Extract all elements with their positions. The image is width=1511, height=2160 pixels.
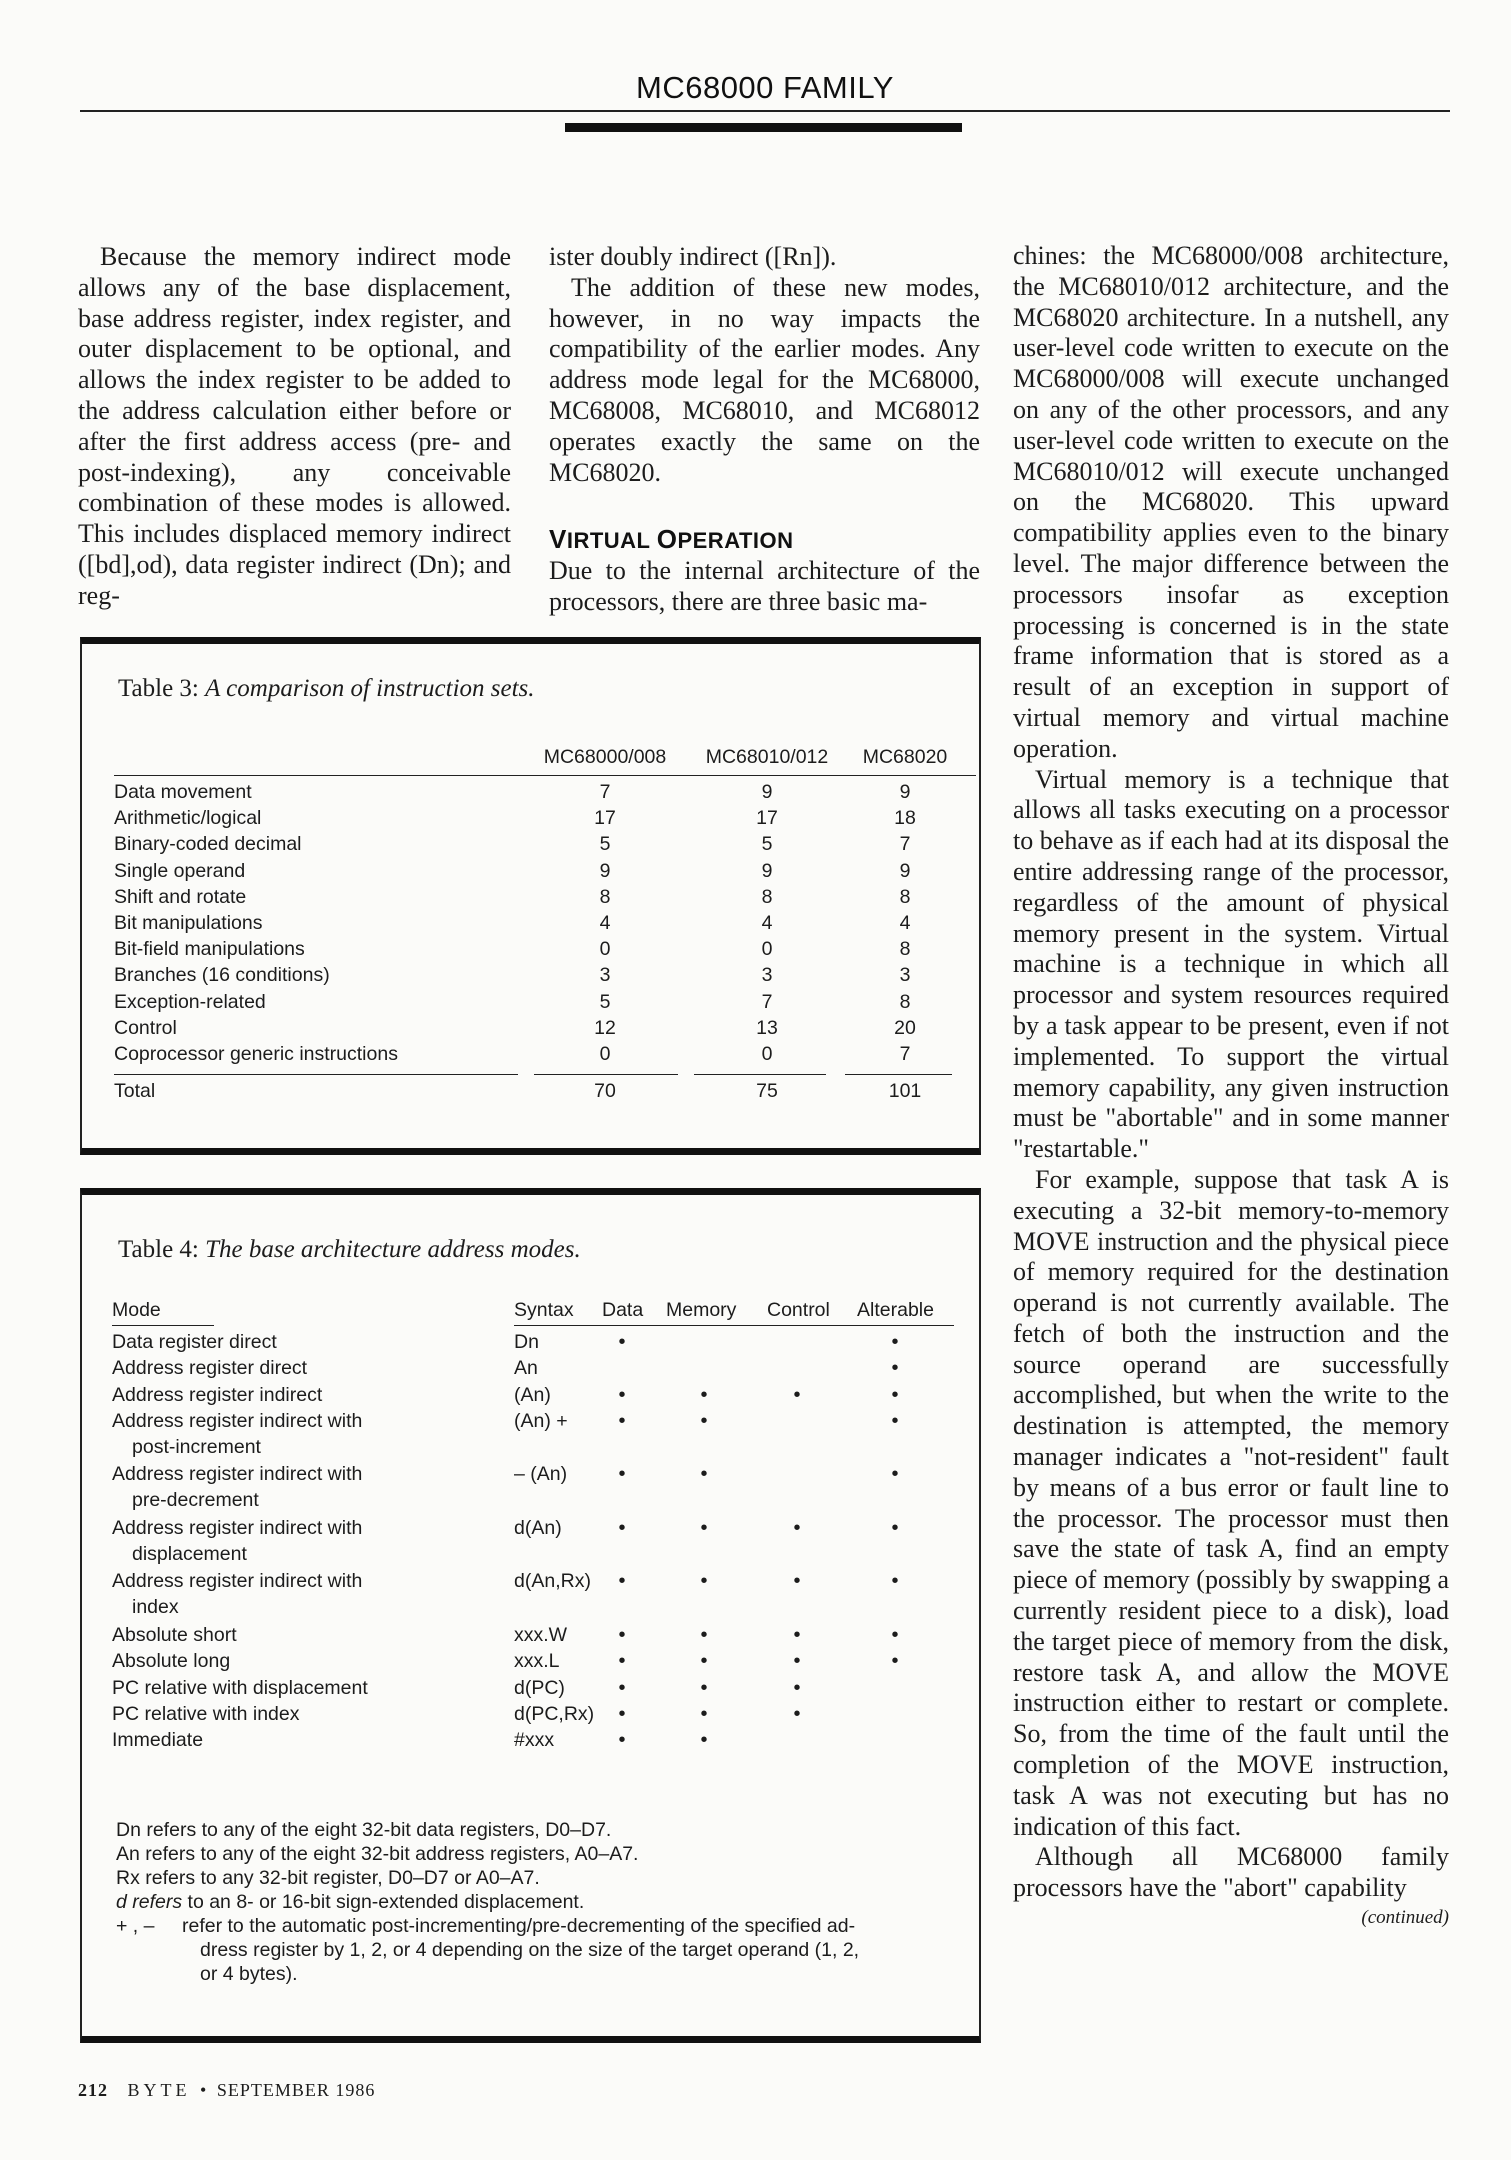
running-header: MC68000 FAMILY	[636, 70, 894, 105]
table3-rule	[534, 1074, 678, 1075]
section-heading-virtual-operation	[549, 524, 980, 556]
table4-mark-alterable: •	[891, 1570, 899, 1593]
table4-mark-memory: •	[700, 1676, 708, 1699]
table3-cell: 12	[594, 1016, 616, 1039]
table3-grid	[82, 644, 979, 1148]
note-pm-line2: dress register by 1, 2, or 4 depending on the size of the target operand (1, 2,	[200, 1939, 860, 1961]
table4-mark-control: •	[793, 1570, 801, 1593]
note-pm-line1: refer to the automatic post-incrementing/pre-decrementing of the specified ad-	[182, 1915, 856, 1937]
table4-note-pm-2	[82, 1939, 979, 1965]
table4-col-header-data: Data	[602, 1299, 644, 1321]
heading-rest-2: PERATION	[677, 528, 794, 554]
footer-publication: BYTE	[127, 2080, 191, 2100]
table3-row	[82, 860, 979, 886]
continued-note: (continued)	[1361, 1907, 1449, 1929]
col3-paragraph-3: For example, suppose that task A is executing a 32-bit memory-to-memory MOVE instruction and the physical piece of memory required for the destination operand is not currently available. The fetch of both the instruction and the source operand are successfully accomplished, but when the write to the destination is attempted, the memory manager indicates a "not-resident" fault by means of a bus error or fault line to the processor. The processor must then save the state of task A, find an empty piece of memory (possibly by swapping a currently resident piece to a disk), load the target piece of memory from the disk, restore task A, and allow the MOVE instruction either to restart or complete. So, from the time of the fault until the completion of the MOVE instruction, task A was not executing but has no indication of this fact.	[1013, 1164, 1449, 1841]
table3-cell: 9	[761, 781, 773, 803]
table3-row	[82, 991, 979, 1017]
footer-date: SEPTEMBER 1986	[216, 2080, 376, 2100]
table4-row	[82, 1409, 979, 1458]
table4-col-header-mode: Mode	[112, 1299, 161, 1321]
note-pm-line3: or 4 bytes).	[200, 1963, 298, 1985]
table4-mode: Absolute long	[112, 1650, 231, 1673]
table3-row-label: Branches (16 conditions)	[114, 964, 330, 987]
table4-mark-data: •	[618, 1331, 626, 1353]
table3-row	[82, 938, 979, 964]
table4-mark-alterable: •	[891, 1650, 899, 1673]
note-dn-text: Dn refers to any of the eight 32-bit data registers, D0–D7.	[116, 1819, 612, 1841]
table4-mode: Address register indirect with	[112, 1516, 363, 1539]
table4-row	[82, 1516, 979, 1565]
table4-mark-data: •	[618, 1702, 626, 1725]
table3-cell: 9	[599, 859, 611, 882]
col2-paragraph-3: Due to the internal architecture of the processors, there are three basic ma-	[549, 556, 980, 617]
table3-cell: 17	[756, 807, 778, 830]
table4-mark-memory: •	[700, 1409, 708, 1432]
table4-mode-continued: pre-decrement	[132, 1489, 259, 1512]
col3-paragraph-4: Although all MC68000 family processors have the "abort" capability	[1013, 1842, 1449, 1903]
table4-row	[82, 1463, 979, 1512]
table4-mark-alterable: •	[891, 1357, 899, 1380]
table4-mark-control: •	[793, 1623, 801, 1646]
table4-mode: Data register direct	[112, 1331, 277, 1353]
table4-mode: Address register direct	[112, 1357, 308, 1380]
table4-row	[82, 1331, 979, 1357]
table4-syntax: (An) +	[514, 1409, 568, 1432]
table4-col-header-control: Control	[767, 1299, 830, 1321]
table4-mode: Absolute short	[112, 1623, 237, 1646]
table4-row	[82, 1650, 979, 1676]
table4-mode-continued: index	[132, 1596, 179, 1619]
col1-paragraph: Because the memory indirect mode allows any of the base displacement, base address register, index register, and outer displacement to be optional, and allows the index register to be added to the address calculation either before or after the first address access (pre- and post-indexing), any conceivable combination of these modes is allowed. This includes displaced memory indirect ([bd],od), data register indirect (Dn); and reg-	[78, 242, 511, 610]
table4-mode-continued: post-increment	[132, 1435, 261, 1458]
table4-mark-data: •	[618, 1650, 626, 1673]
table4-mark-memory: •	[700, 1650, 708, 1673]
table3-cell: 3	[761, 964, 773, 987]
table3-cell: 9	[899, 781, 911, 803]
table4-syntax: (An)	[514, 1383, 551, 1406]
note-d-term: d refers	[116, 1891, 183, 1913]
note-rx-text: Rx refers to any 32-bit register, D0–D7 or A0–A7.	[116, 1867, 540, 1889]
table3-cell: 8	[899, 990, 911, 1013]
heading-initial-o: O	[656, 524, 678, 555]
table-4	[80, 1188, 981, 2043]
table3-total-value: 101	[888, 1080, 922, 1102]
table4-mark-alterable: •	[891, 1463, 899, 1486]
table4-mark-alterable: •	[891, 1516, 899, 1539]
table3-row-label: Shift and rotate	[114, 885, 247, 908]
table4-syntax: xxx.L	[514, 1650, 560, 1673]
table4-mark-control: •	[793, 1516, 801, 1539]
table4-row	[82, 1357, 979, 1383]
table3-cell: 8	[599, 885, 611, 908]
table3-row	[82, 833, 979, 859]
table4-mark-alterable: •	[891, 1623, 899, 1646]
col2-paragraph-2: The addition of these new modes, however, in no way impacts the compatibility of the earlier modes. Any address mode legal for the MC68000, MC68008, MC68010, and MC68012 operates exactly the same on the MC68020.	[549, 272, 980, 487]
table4-mark-memory: •	[700, 1516, 708, 1539]
table4-mode: Address register indirect with	[112, 1409, 363, 1432]
note-d-text	[116, 1891, 584, 1914]
table3-cell: 17	[594, 807, 616, 830]
table4-syntax: d(PC,Rx)	[514, 1702, 595, 1725]
table4-mark-data: •	[618, 1623, 626, 1646]
table4-syntax: An	[514, 1357, 538, 1380]
table3-rule	[845, 1074, 952, 1075]
table4-mark-alterable: •	[891, 1331, 899, 1353]
text-column-2	[549, 242, 980, 618]
table3-row-label: Coprocessor generic instructions	[114, 1043, 398, 1065]
col3-paragraph-1: chines: the MC68000/008 architecture, the MC68010/012 architecture, and the MC68020 architecture. In a nutshell, any user-level code written to execute on the MC68000/008 will execute unchanged on any of the other processors, and any user-level code written to execute on the MC68010/012 will execute unchanged on the MC68020. This upward compatibility applies even to the binary level. The major difference between the processors insofar as exception processing is concerned is in the state frame information that is stored as a result of an exception in support of virtual memory and virtual machine operation.	[1013, 241, 1449, 763]
table4-mark-memory: •	[700, 1570, 708, 1593]
table4-header-rule	[514, 1325, 954, 1326]
table3-cell: 20	[894, 1016, 916, 1039]
heading-rest-1: IRTUAL	[566, 528, 657, 554]
table3-cell: 7	[599, 781, 611, 803]
table3-header-row	[82, 746, 979, 772]
table3-row-label: Single operand	[114, 859, 246, 882]
table3-cell: 9	[899, 859, 911, 882]
table3-cell: 7	[899, 1043, 911, 1065]
table4-col-header-memory: Memory	[666, 1299, 737, 1321]
table3-row	[82, 1017, 979, 1043]
table3-total-label: Total	[114, 1080, 156, 1102]
table3-cell: 5	[761, 833, 773, 856]
table4-mode: Immediate	[112, 1729, 204, 1752]
table4-syntax: xxx.W	[514, 1623, 568, 1646]
table4-mode: Address register indirect with	[112, 1463, 363, 1486]
table4-mark-data: •	[618, 1516, 626, 1539]
table4-col-header-alterable: Alterable	[857, 1299, 934, 1321]
table3-row	[82, 807, 979, 833]
table4-mark-data: •	[618, 1463, 626, 1486]
table3-total-row	[82, 1080, 979, 1106]
table4-mark-control: •	[793, 1650, 801, 1673]
table4-mode: PC relative with index	[112, 1702, 300, 1725]
table3-cell: 13	[756, 1016, 778, 1039]
table3-cell: 0	[599, 1043, 611, 1065]
table3-row-label: Control	[114, 1016, 177, 1039]
table3-row-label: Exception-related	[114, 990, 266, 1013]
table3-total-value: 75	[756, 1080, 778, 1102]
table4-mark-control: •	[793, 1702, 801, 1725]
table4-mark-memory: •	[700, 1623, 708, 1646]
table4-note-an	[82, 1843, 979, 1869]
table3-cell: 8	[761, 885, 773, 908]
table3-row	[82, 886, 979, 912]
table4-grid	[82, 1195, 979, 2035]
table4-mode-continued: displacement	[132, 1542, 247, 1565]
table4-syntax: d(An,Rx)	[514, 1570, 591, 1593]
table3-row-label: Arithmetic/logical	[114, 807, 262, 830]
note-d-rest: to an 8- or 16-bit sign-extended displacement.	[182, 1891, 585, 1913]
table4-col-header-syntax: Syntax	[514, 1299, 574, 1321]
table3-cell: 8	[899, 885, 911, 908]
table4-mark-alterable: •	[891, 1409, 899, 1432]
table4-mode: PC relative with displacement	[112, 1676, 368, 1699]
table4-header-rule	[112, 1325, 214, 1326]
table4-mark-data: •	[618, 1676, 626, 1699]
table4-row	[82, 1384, 979, 1410]
table4-row	[82, 1729, 979, 1755]
table4-row	[82, 1570, 979, 1619]
table3-cell: 7	[899, 833, 911, 856]
footer-separator: •	[200, 2080, 208, 2100]
table3-total-value: 70	[594, 1080, 616, 1102]
table4-note-pm	[82, 1915, 979, 1941]
table4-mark-memory: •	[700, 1463, 708, 1486]
table3-cell: 3	[899, 964, 911, 987]
table3-cell: 9	[761, 859, 773, 882]
table4-mark-alterable: •	[891, 1383, 899, 1406]
table4-syntax: d(PC)	[514, 1676, 565, 1699]
table3-cell: 8	[899, 938, 911, 961]
table4-syntax: Dn	[514, 1331, 539, 1353]
note-pm-symbol: + , –	[116, 1915, 155, 1937]
table4-note-d	[82, 1891, 979, 1917]
table3-cell: 0	[761, 938, 773, 961]
table3-cell: 7	[761, 990, 773, 1013]
col2-paragraph-1: ister doubly indirect ([Rn]).	[549, 242, 837, 271]
note-an-text: An refers to any of the eight 32-bit address registers, A0–A7.	[116, 1843, 639, 1865]
table4-mark-data: •	[618, 1409, 626, 1432]
table3-cell: 0	[599, 938, 611, 961]
table3-row	[82, 1043, 979, 1069]
table3-rule	[114, 1074, 518, 1075]
table4-label: Table 4:	[118, 1236, 206, 1263]
table4-syntax: – (An)	[514, 1463, 568, 1486]
table3-row-label: Data movement	[114, 781, 252, 803]
table4-row	[82, 1624, 979, 1650]
table4-mark-data: •	[618, 1570, 626, 1593]
page-number: 212	[78, 2080, 108, 2100]
table4-note-rx	[82, 1867, 979, 1893]
table4-row	[82, 1677, 979, 1703]
table4-note-pm-3	[82, 1963, 979, 1989]
table4-mark-memory: •	[700, 1702, 708, 1725]
table3-cell: 4	[761, 912, 773, 934]
table3-col-header: MC68020	[862, 746, 948, 768]
table3-cell: 4	[599, 912, 611, 934]
header-rule	[80, 110, 1450, 112]
header-bar	[565, 123, 962, 132]
table4-note-dn	[82, 1819, 979, 1845]
table3-label: Table 3:	[118, 675, 206, 702]
table4-row	[82, 1703, 979, 1729]
table4-mode: Address register indirect	[112, 1383, 323, 1406]
table4-mark-memory: •	[700, 1383, 708, 1406]
table3-cell: 18	[894, 807, 916, 830]
footer	[78, 2080, 375, 2101]
table3-header-rule	[114, 775, 976, 776]
col3-paragraph-2: Virtual memory is a technique that allows all tasks executing on a processor to behave as if each had at its disposal the entire addressing range of the processor, regardless of the amount of physical memory present in the system. Virtual machine is a technique in which all processor and system resources required by a task appear to be present, even if not implemented. To support the virtual memory capability, any given instruction must be "abortable" and in some manner "restartable."	[1013, 764, 1449, 1164]
table3-cell: 5	[599, 833, 611, 856]
table4-mark-data: •	[618, 1729, 626, 1752]
table3-cell: 5	[599, 990, 611, 1013]
text-column-1	[78, 242, 511, 612]
table4-mode: Address register indirect with	[112, 1570, 363, 1593]
table3-row-label: Bit manipulations	[114, 912, 263, 934]
table3-row	[82, 912, 979, 938]
table4-description: The base architecture address modes.	[205, 1236, 581, 1263]
table3-cell: 3	[599, 964, 611, 987]
table3-col-header: MC68000/008	[543, 746, 667, 768]
table3-col-header: MC68010/012	[705, 746, 829, 768]
table4-syntax: d(An)	[514, 1516, 562, 1539]
table3-row	[82, 781, 979, 807]
table3-row-label: Bit-field manipulations	[114, 938, 305, 961]
table4-mark-data: •	[618, 1383, 626, 1406]
table3-rule	[694, 1074, 826, 1075]
table4-mark-control: •	[793, 1383, 801, 1406]
table3-cell: 0	[761, 1043, 773, 1065]
table3-row	[82, 964, 979, 990]
table-3	[80, 637, 981, 1155]
heading-initial-v: V	[549, 524, 567, 555]
table4-header-row	[82, 1299, 979, 1325]
table3-row-label: Binary-coded decimal	[114, 833, 302, 856]
table3-cell: 4	[899, 912, 911, 934]
table4-syntax: #xxx	[514, 1729, 555, 1752]
table4-mark-control: •	[793, 1676, 801, 1699]
table4-mark-memory: •	[700, 1729, 708, 1752]
text-column-3	[1013, 241, 1449, 1930]
table3-description: A comparison of instruction sets.	[205, 675, 535, 702]
